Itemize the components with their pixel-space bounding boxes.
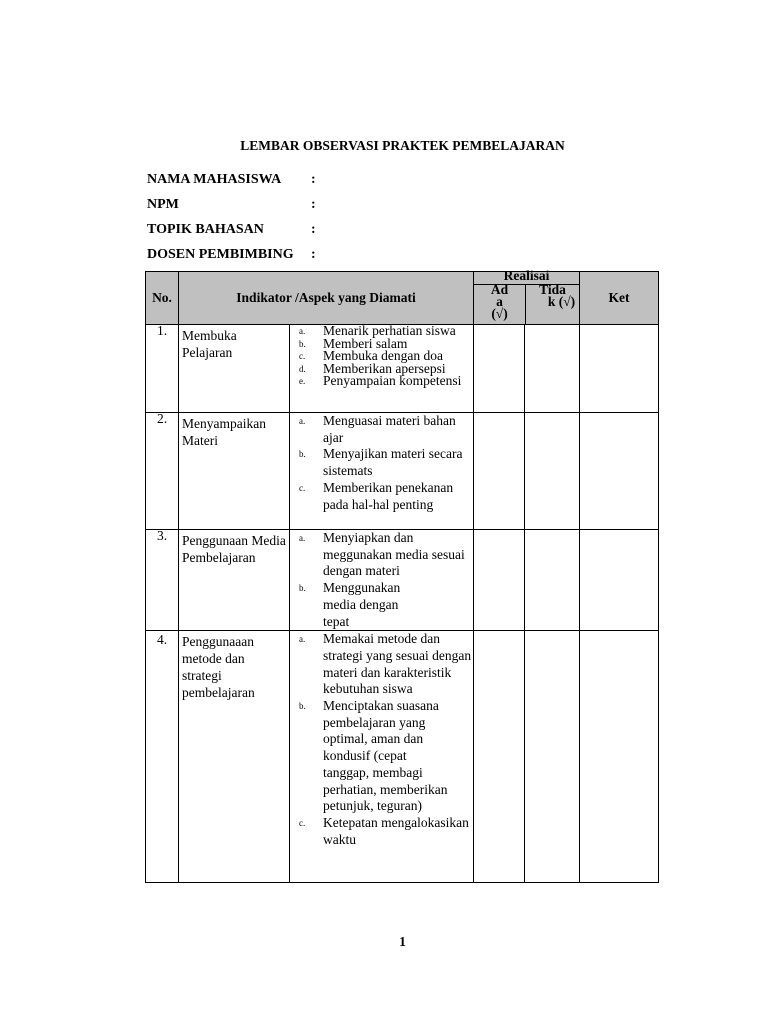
item-marker: a. — [299, 416, 306, 426]
table-row — [146, 413, 659, 530]
item-text: Ketepatan mengalokasikan waktu — [323, 814, 469, 847]
field-dosen-pembimbing — [147, 247, 316, 263]
item-marker: e. — [299, 376, 306, 386]
item-text: Membuka dengan doa — [323, 348, 443, 363]
tidak-cell[interactable] — [525, 413, 580, 530]
list-item — [290, 446, 473, 479]
list-item — [290, 631, 473, 698]
field-label: NPM — [147, 197, 179, 212]
field-label: TOPIK BAHASAN — [147, 222, 264, 237]
ada-cell[interactable] — [474, 631, 525, 883]
item-text: Memberi salam — [323, 335, 408, 351]
field-colon: : — [311, 247, 316, 262]
tidak-cell[interactable] — [525, 530, 580, 631]
field-npm — [147, 197, 316, 213]
header-ada-line: Ad — [490, 282, 509, 297]
header-ada-line: a — [496, 294, 503, 309]
row-items — [290, 325, 474, 413]
row-number: 4. — [146, 631, 179, 883]
item-marker: b. — [299, 583, 306, 594]
field-colon: : — [311, 172, 316, 187]
item-text: Menciptakan suasana pembelajaran yang optimal, aman dan kondusif (cepat tanggap, membagi perhatian, memberikan petunjuk, teguran) — [323, 698, 448, 814]
item-text: Menyiapkan dan meggunakan media sesuai dengan materi — [323, 530, 465, 579]
item-text: Memberikan penekanan pada hal-hal penting — [323, 479, 454, 512]
ket-cell[interactable] — [580, 325, 659, 413]
item-text: Memberikan apersepsi — [323, 360, 446, 376]
table-row — [146, 631, 659, 883]
item-text: Menarik perhatian siswa — [323, 323, 456, 338]
item-marker: b. — [299, 449, 306, 460]
header-realisai — [474, 268, 580, 325]
item-marker: d. — [299, 363, 306, 374]
ket-cell[interactable] — [580, 631, 659, 883]
document-title: LEMBAR OBSERVASI PRAKTEK PEMBELAJARAN — [240, 138, 565, 153]
header-ada — [474, 284, 525, 320]
list-item — [290, 375, 473, 388]
header-tidak-line: k (√) — [547, 294, 576, 309]
row-number: 1. — [146, 325, 179, 413]
row-aspect: Penggunaaan metode dan strategi pembelajaran — [179, 631, 290, 883]
field-colon: : — [311, 197, 316, 212]
field-topik-bahasan — [147, 222, 316, 238]
row-aspect: Membuka Pelajaran — [179, 325, 290, 413]
row-aspect: Penggunaan Media Pembelajaran — [179, 530, 290, 631]
ada-cell[interactable] — [474, 530, 525, 631]
item-marker: b. — [299, 701, 306, 712]
item-marker: c. — [299, 817, 306, 828]
list-item — [290, 698, 473, 815]
field-label: DOSEN PEMBIMBING — [147, 247, 294, 262]
field-label: NAMA MAHASISWA — [147, 172, 282, 187]
item-text: Memakai metode dan strategi yang sesuai dengan materi dan karakteristik kebutuhan siswa — [323, 631, 472, 697]
item-marker: a. — [299, 634, 306, 645]
tidak-cell[interactable] — [525, 631, 580, 883]
header-tidak-line: Tida — [539, 282, 566, 297]
list-item — [290, 580, 473, 630]
list-item — [290, 413, 473, 446]
table-row — [146, 530, 659, 631]
header-ket: Ket — [580, 272, 659, 325]
row-aspect: Menyampaikan Materi — [179, 413, 290, 530]
page-number: 1 — [399, 934, 406, 949]
row-items — [290, 631, 474, 883]
table-row — [146, 325, 659, 413]
item-text: Menyajikan materi secara sistemats — [323, 446, 463, 479]
header-realisai-label: Realisai — [503, 268, 550, 283]
field-nama-mahasiswa — [147, 172, 316, 188]
header-indikator: Indikator /Aspek yang Diamati — [179, 272, 474, 325]
header-tidak — [525, 284, 580, 308]
list-item — [290, 530, 473, 580]
item-text: Penyampaian kompetensi — [323, 373, 462, 388]
header-ada-line: (√) — [491, 306, 508, 321]
item-marker: a. — [299, 533, 306, 543]
list-item — [290, 815, 473, 848]
list-item — [290, 480, 473, 513]
row-items — [290, 413, 474, 530]
observation-table — [145, 268, 659, 883]
row-number: 2. — [146, 413, 179, 530]
field-colon: : — [311, 222, 316, 237]
row-items — [290, 530, 474, 631]
item-marker: a. — [299, 326, 306, 336]
header-no: No. — [146, 272, 179, 325]
ket-cell[interactable] — [580, 530, 659, 631]
item-text: Menguasai materi bahan ajar — [323, 413, 456, 445]
item-text: Menggunakan media dengan tepat — [323, 580, 401, 629]
item-marker: c. — [299, 482, 306, 493]
tidak-cell[interactable] — [525, 325, 580, 413]
ket-cell[interactable] — [580, 413, 659, 530]
ada-cell[interactable] — [474, 325, 525, 413]
ada-cell[interactable] — [474, 413, 525, 530]
table-header-row — [146, 272, 659, 325]
item-marker: b. — [299, 338, 306, 349]
row-number: 3. — [146, 530, 179, 631]
item-marker: c. — [299, 351, 306, 361]
